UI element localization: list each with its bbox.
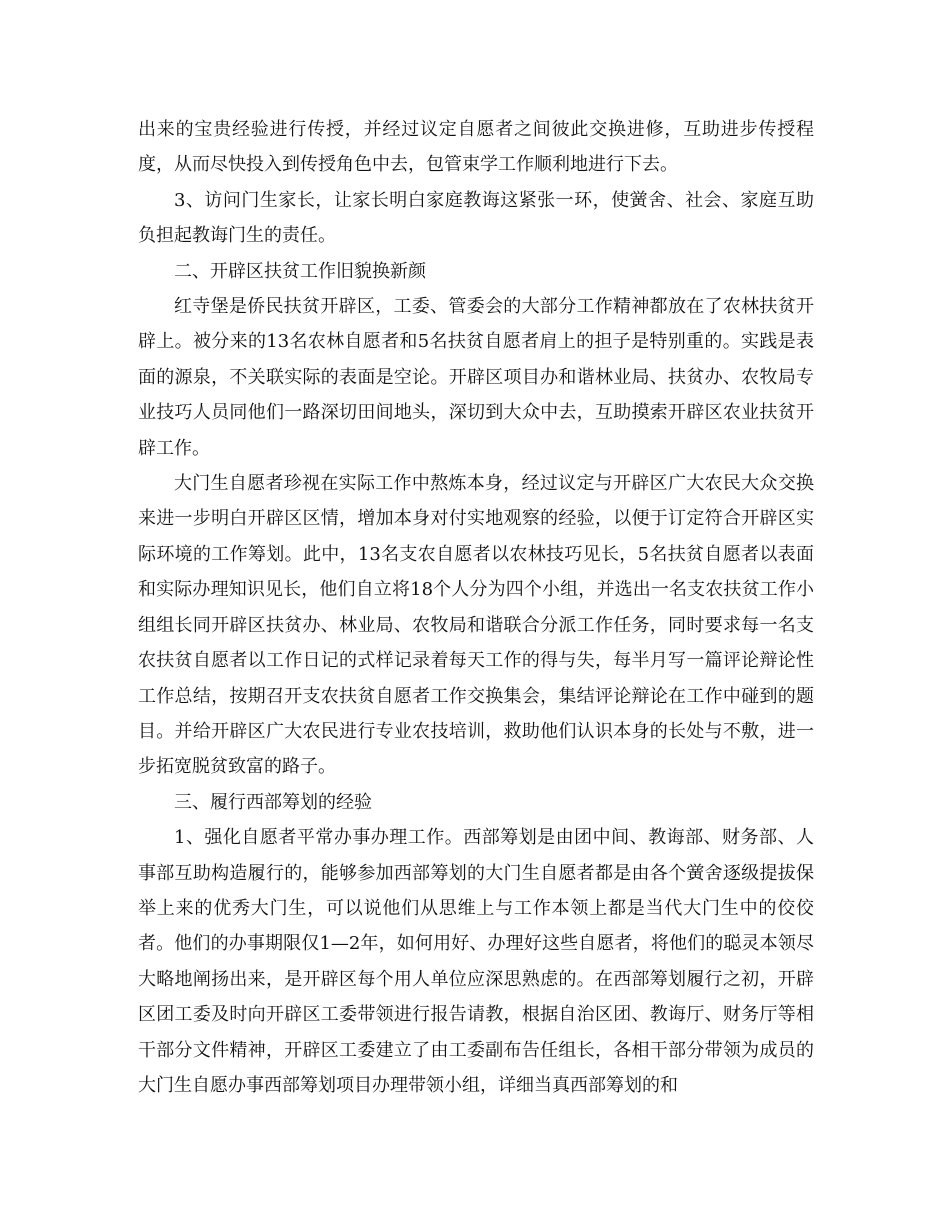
section-heading-3: 三、履行西部筹划的经验	[174, 791, 372, 813]
paragraph-continuation: 出来的宝贵经验进行传授，并经过议定自愿者之间彼此交换进修，互助进步传授程度，从而尽快投入到传授角色中去，包管束学工作顺利地进行下去。	[138, 119, 814, 176]
section-heading-2: 二、开辟区扶贫工作旧貌换新颜	[174, 260, 426, 282]
paragraph-list-item-1: 1、强化自愿者平常办事办理工作。西部筹划是由团中间、教诲部、财务部、人事部互助构造履行的，能够参加西部筹划的大门生自愿者都是由各个黉舍逐级提拔保举上来的优秀大门生，可以说他们从思维上与工作本领上都是当代大门生中的佼佼者。他们的办事期限仅1—2年，如何用好、办理好这些自愿者，将他们的聪灵本领尽大略地阐扬出来，是开辟区每个用人单位应深思熟虑的。在西部筹划履行之初，开辟区团工委及时向开辟区工委带领进行报告请教，根据自治区团、教诲厅、财务厅等相干部分文件精神，开辟区工委建立了由工委副布告任组长，各相干部分带领为成员的大门生自愿办事西部筹划项目办理带领小组，详细当真西部筹划的和	[138, 827, 814, 1096]
paragraph-list-item-3: 3、访问门生家长，让家长明白家庭教诲这紧张一环，使黉舍、社会、家庭互助负担起教诲门生的责任。	[138, 189, 814, 247]
document-body	[138, 112, 814, 1103]
paragraph: 大门生自愿者珍视在实际工作中熬炼本身，经过议定与开辟区广大农民大众交换来进一步明白开辟区区情，增加本身对付实地观察的经验，以便于订定符合开辟区实际环境的工作筹划。此中，13名支农自愿者以农林技巧见长，5名扶贫自愿者以表面和实际办理知识见长，他们自立将18个人分为四个小组，并选出一名支农扶贫工作小组组长同开辟区扶贫办、林业局、农牧局和谐联合分派工作任务，同时要求每一名支农扶贫自愿者以工作日记的式样记录着每天工作的得与失，每半月写一篇评论辩论性工作总结，按期召开支农扶贫自愿者工作交换集会，集结评论辩论在工作中碰到的题目。并给开辟区广大农民进行专业农技培训，救助他们认识本身的长处与不敷，进一步拓宽脱贫致富的路子。	[138, 473, 814, 778]
paragraph: 红寺堡是侨民扶贫开辟区，工委、管委会的大部分工作精神都放在了农林扶贫开辟上。被分来的13名农林自愿者和5名扶贫自愿者肩上的担子是特别重的。实践是表面的源泉，不关联实际的表面是空论。开辟区项目办和谐林业局、扶贫办、农牧局专业技巧人员同他们一路深切田间地头，深切到大众中去，互助摸索开辟区农业扶贫开辟工作。	[138, 296, 814, 459]
